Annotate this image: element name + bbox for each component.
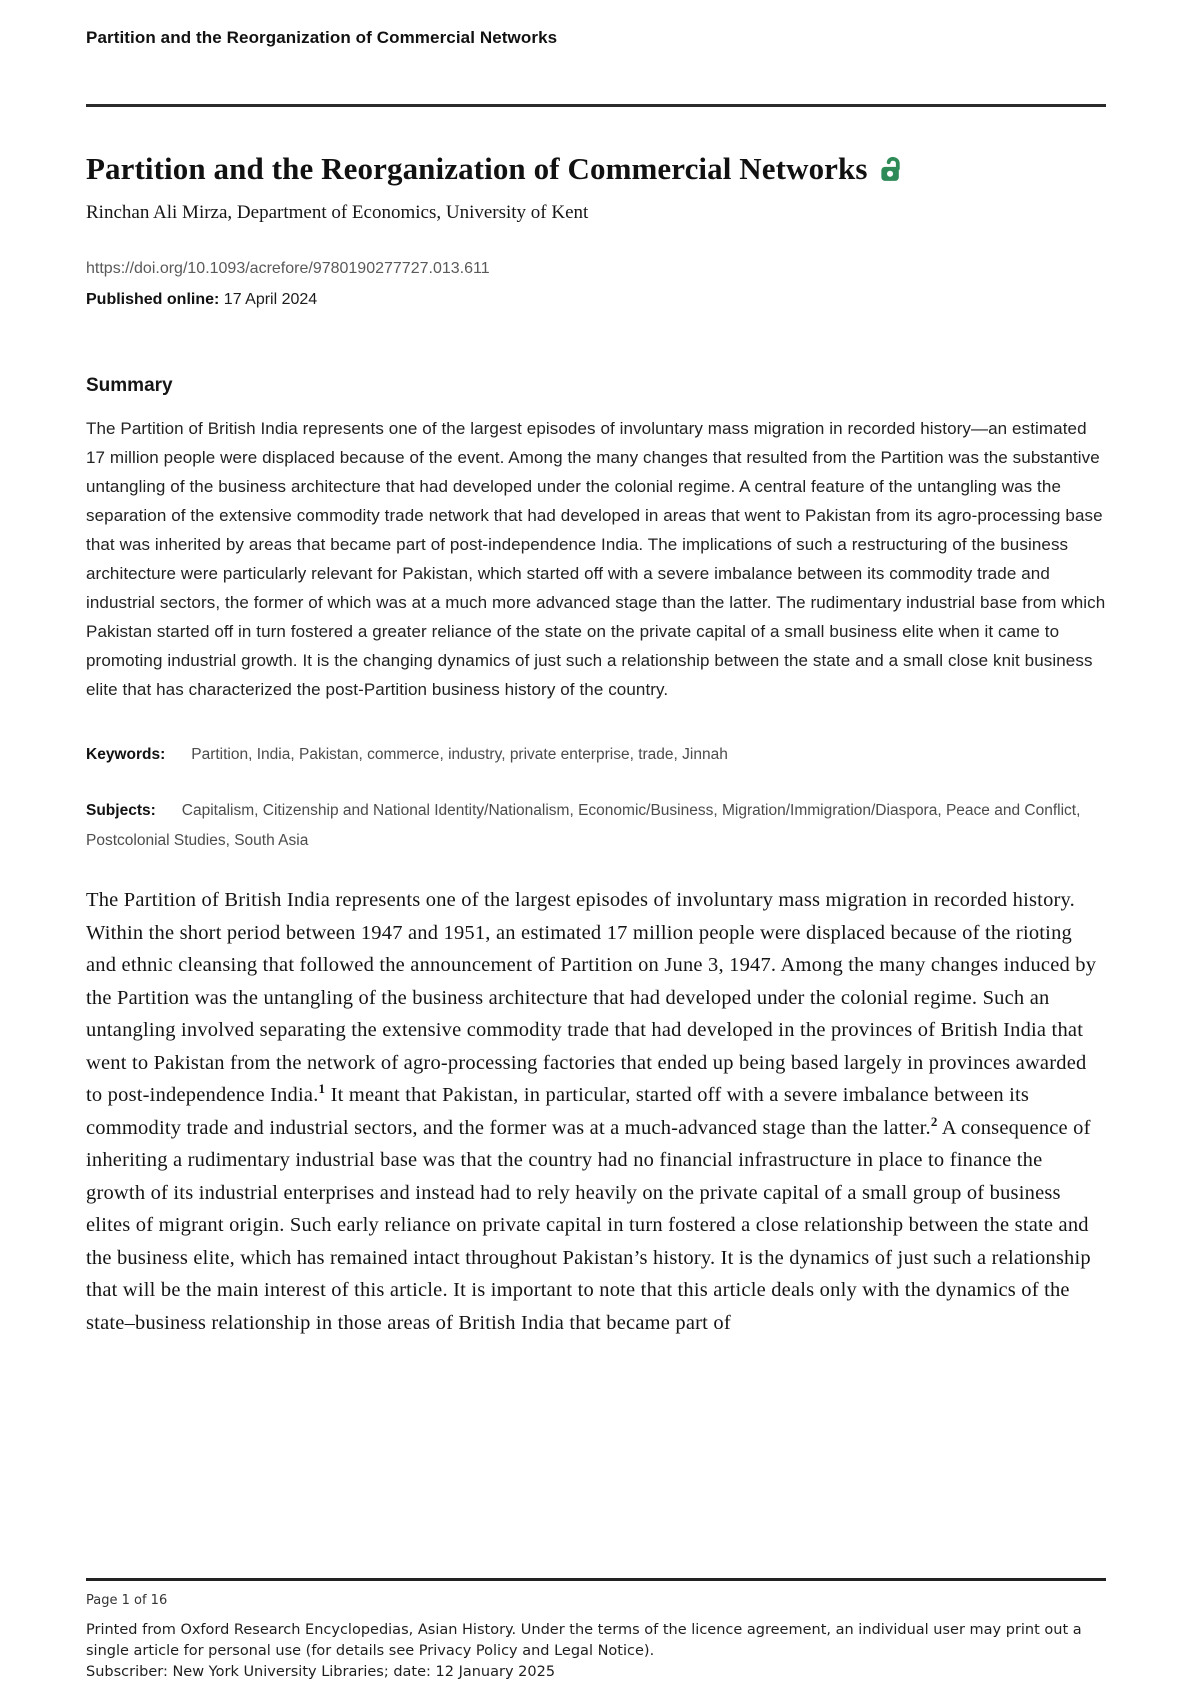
keyword-link[interactable]: commerce [367,746,440,763]
subjects-line [86,796,1106,856]
keyword-link[interactable]: Pakistan [299,746,359,763]
subject-link[interactable]: Peace and Conflict [945,802,1077,819]
doi-link[interactable]: https://doi.org/10.1093/acrefore/9780190277727.013.611 [86,260,490,277]
print-notice: Printed from Oxford Research Encyclopedias, Asian History. Under the terms of the licence agreement, an individual user may print out a single article for personal use (for details see Privacy Policy and Legal Notice). [86,1622,1082,1659]
subject-link[interactable]: Postcolonial Studies [86,832,226,849]
running-header: Partition and the Reorganization of Commercial Networks [86,28,558,47]
published-date: 17 April 2024 [219,291,318,308]
open-access-lock-icon[interactable] [878,154,905,190]
doi-line [86,260,1106,278]
summary-heading: Summary [86,375,173,396]
page-footer [86,1578,1106,1683]
keyword-link[interactable]: industry [448,746,502,763]
subject-link[interactable]: Capitalism [181,802,255,819]
subscriber-line: Subscriber: New York University Libraries; date: 12 January 2025 [86,1664,556,1680]
keyword-link[interactable]: trade [638,746,674,763]
subject-link[interactable]: Migration/Immigration/Diaspora [721,802,938,819]
subject-link[interactable]: South Asia [234,832,309,849]
published-label: Published online: [86,291,220,308]
subjects-label: Subjects: [86,802,156,819]
footnote-ref[interactable]: 1 [318,1081,326,1097]
keywords-line [86,740,1106,770]
subject-link[interactable]: Citizenship and National Identity/Nationalism [262,802,570,819]
keyword-link[interactable]: private enterprise [509,746,630,763]
published-line [86,291,1106,309]
summary-text: The Partition of British India represents one of the largest episodes of involuntary mass migration in recorded history—an estimated 17 million people were displaced because of the event. Among the many changes that resulted from the Partition was the substantive untangling of the business architecture that had developed under the colonial regime. A central feature of the untangling was the separation of the extensive commodity trade network that had developed in areas that went to Pakistan from its agro-processing base that was inherited by areas that became part of post-independence India. The implications of such a restructuring of the business architecture were particularly relevant for Pakistan, which started off with a severe imbalance between its commodity trade and industrial sectors, the former of which was at a much more advanced stage than the latter. The rudimentary industrial base from which Pakistan started off in turn fostered a greater reliance of the state on the private capital of a small business elite when it came to promoting industrial growth. It is the changing dynamics of just such a relationship between the state and a small close knit business elite that has characterized the post-Partition business history of the country. [86,419,1106,699]
keyword-link[interactable]: India [256,746,291,763]
author-line: Rinchan Ali Mirza, Department of Economics, University of Kent [86,202,589,223]
keywords-label: Keywords: [86,746,166,763]
body-paragraph: The Partition of British India represents one of the largest episodes of involuntary mass migration in recorded history. Within the short period between 1947 and 1951, an estimated 17 million people were displaced because of the rioting and ethnic cleansing that followed the announcement of Partition on June 3, 1947. Among the many changes induced by the Partition was the untangling of the business architecture that had developed under the colonial regime. Such an untangling involved separating the extensive commodity trade that had developed in the provinces of British India that went to Pakistan from the network of agro-processing factories that ended up being based largely in provinces awarded to post-independence India.$^1$ It meant that Pakistan, in particular, started off with a severe imbalance between its commodity trade and industrial sectors, and the former was at a much-advanced stage than the latter.$^2$ A consequence of inheriting a rudimentary industrial base was that the country had no financial infrastructure in place to finance the growth of its industrial enterprises and instead had to rely heavily on the private capital of a small group of business elites of migrant origin. Such early reliance on private capital in turn fostered a close relationship between the state and the business elite, which has remained intact throughout Pakistan’s history. It is the dynamics of just such a relationship that will be the main interest of this article. It is important to note that this article deals only with the dynamics of the state–business relationship in those areas of British India that became part of [86,889,1097,1334]
subjects-list: Capitalism, Citizenship and National Identity/Nationalism, Economic/Business, Migration/Immigration/Diaspora, Peace and Conflict, Postcolonial Studies, South Asia [86,802,1081,849]
page-title-text: Partition and the Reorganization of Commercial Networks [86,151,868,186]
page-number: Page 1 of 16 [86,1593,168,1608]
keyword-link[interactable]: Jinnah [682,746,728,763]
header-rule [86,104,1106,107]
keywords-list: Partition, India, Pakistan, commerce, industry, private enterprise, trade, Jinnah [191,746,728,763]
footer-rule [86,1578,1106,1581]
subject-link[interactable]: Economic/Business [578,802,714,819]
keyword-link[interactable]: Partition [191,746,249,763]
page-title [86,151,1106,190]
footnote-ref[interactable]: 2 [930,1113,938,1129]
